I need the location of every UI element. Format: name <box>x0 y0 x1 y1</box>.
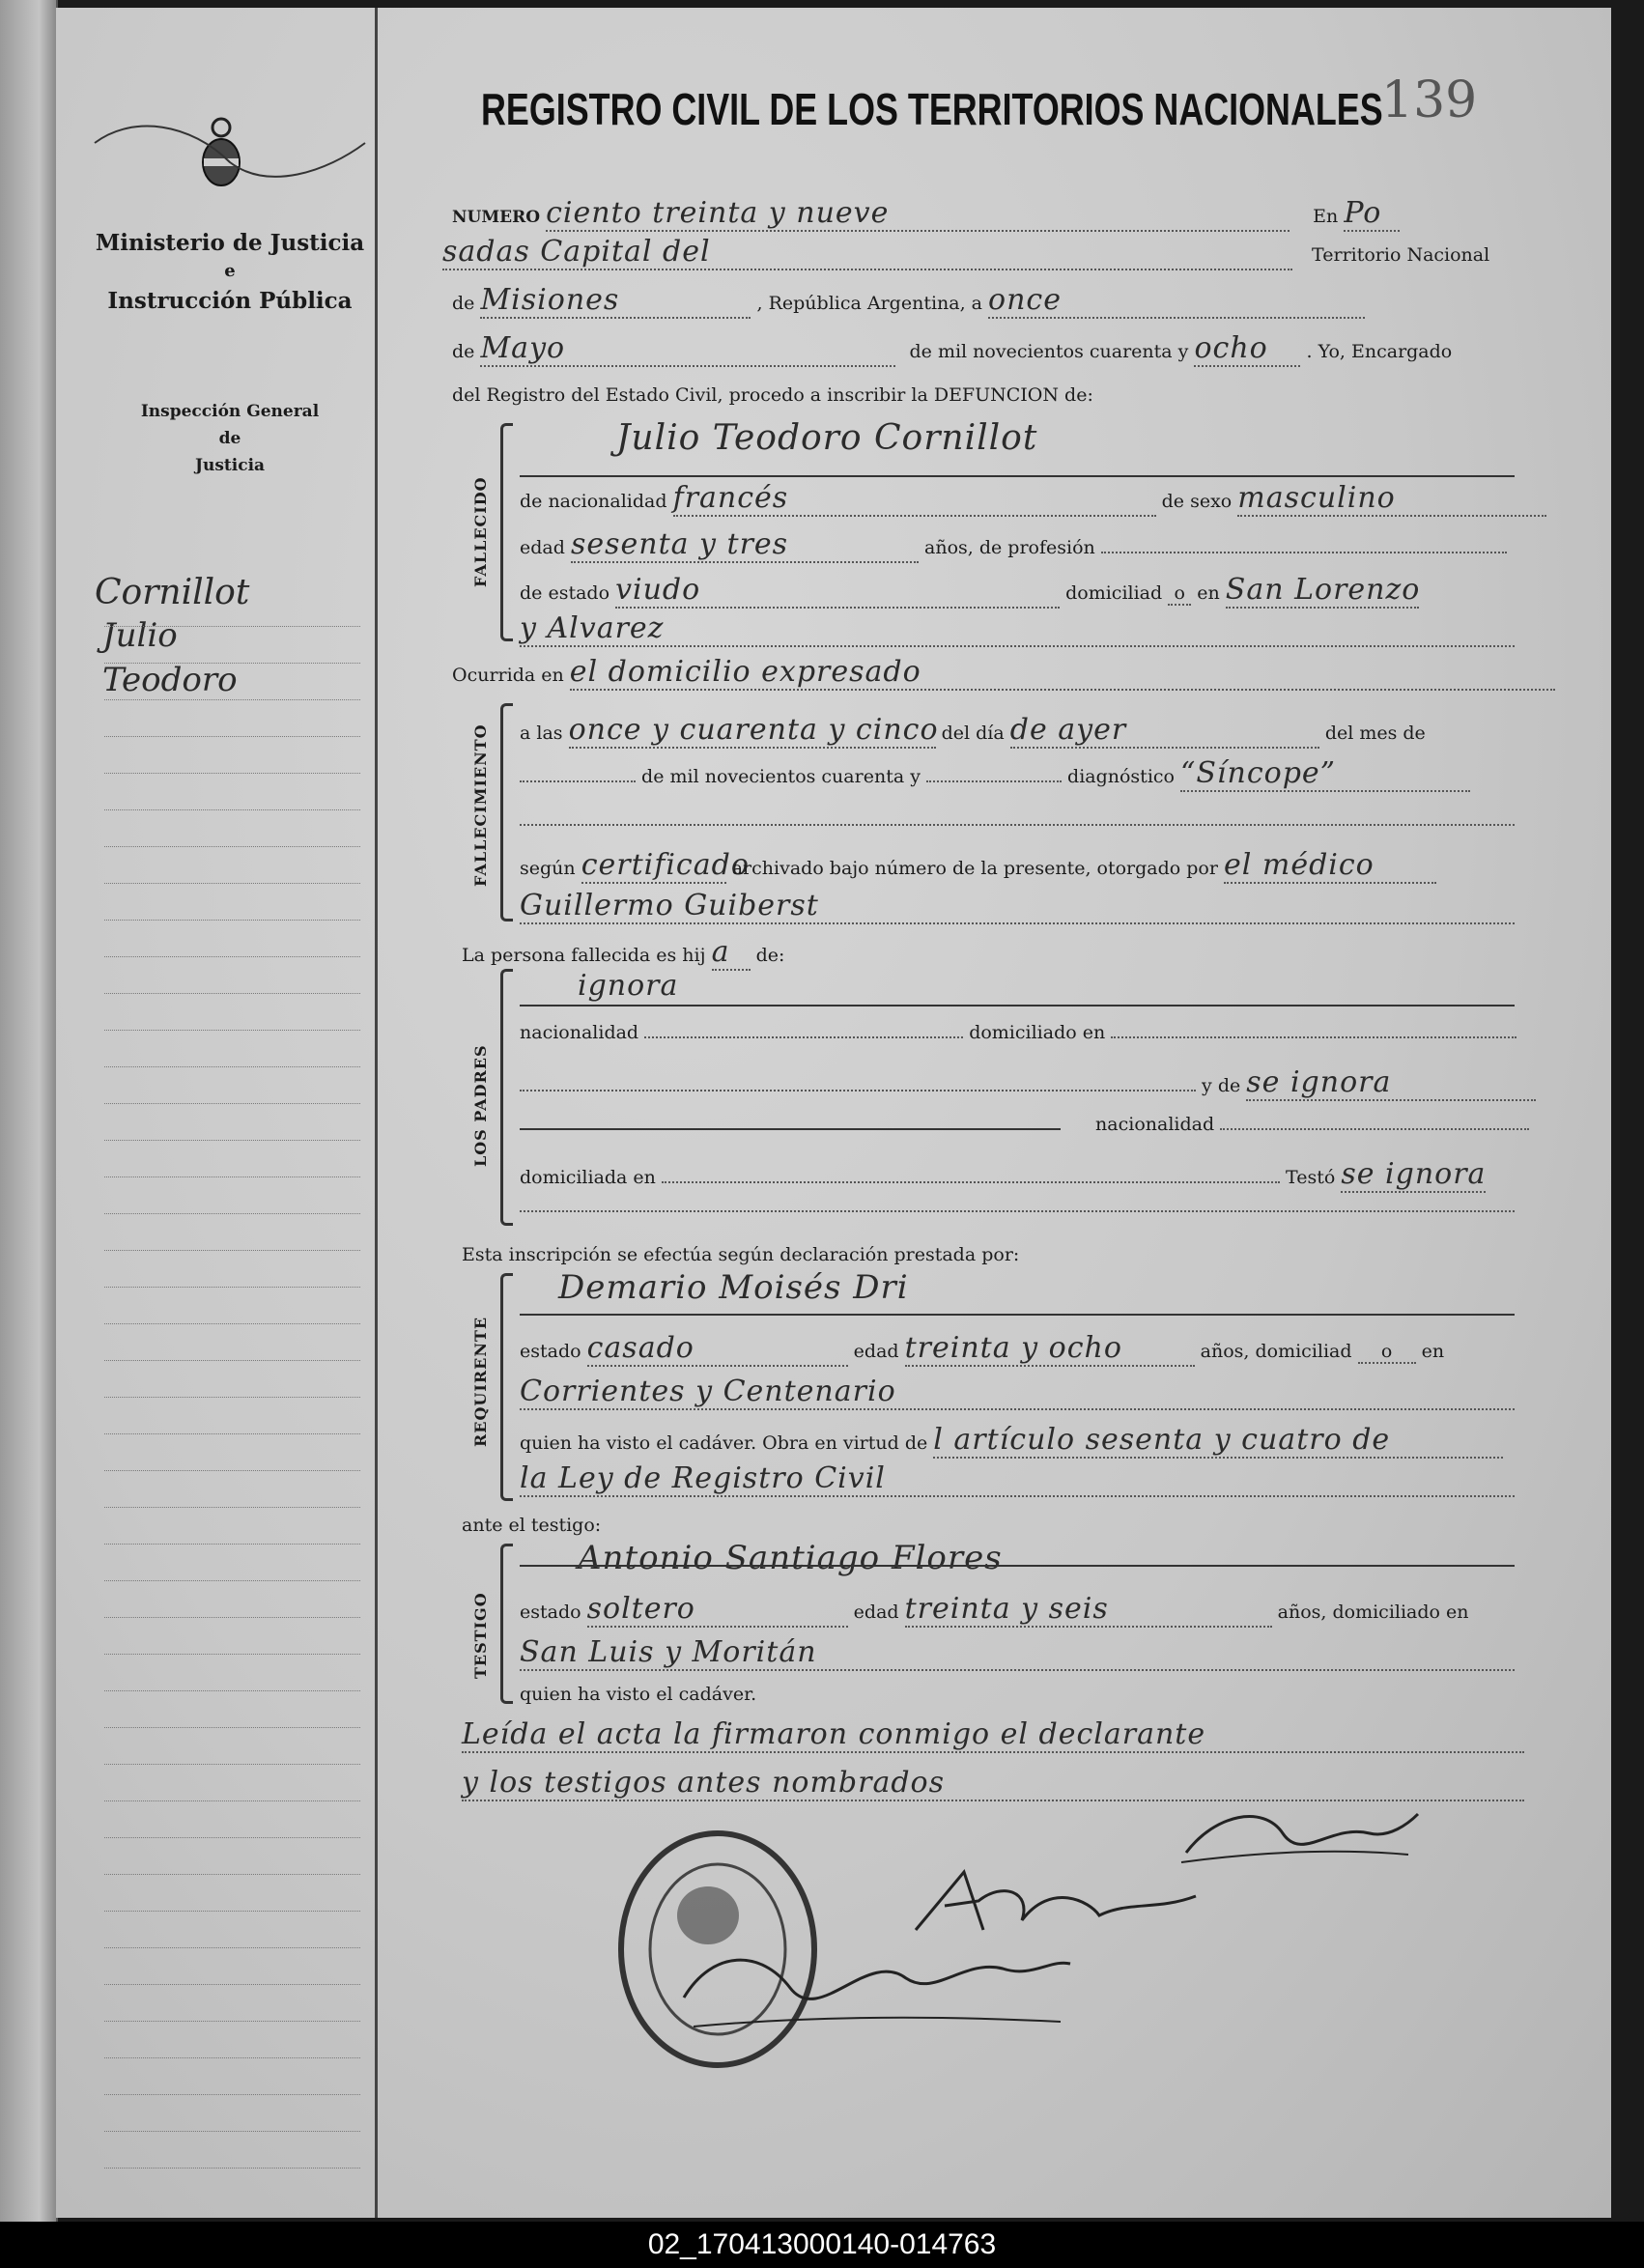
inspection-line-2: Justicia <box>194 456 266 475</box>
padre-row <box>520 969 678 1003</box>
fallecido-name: Julio Teodoro Cornillot <box>616 418 1038 458</box>
registro-row: del Registro del Estado Civil, procedo a inscribir la DEFUNCION de: <box>452 384 1093 406</box>
certificado-row: según certificado archivado bajo número de la presente, otorgado por el médico <box>520 848 1436 884</box>
sexo-value: masculino <box>1237 481 1396 515</box>
diagnostico-row: de mil novecientos cuarenta y diagnóstico “Síncope” <box>520 756 1470 792</box>
ministry-name: Ministerio de Justicia <box>95 230 365 256</box>
margin-rule-line <box>104 809 360 810</box>
anio-value: ocho <box>1194 331 1268 365</box>
numero-row: NUMERO ciento treinta y nueve En Po <box>452 196 1400 232</box>
domicilio-value-2: y Alvarez <box>520 611 665 645</box>
cierre-line-2: y los testigos antes nombrados <box>462 1766 1524 1801</box>
requirente-edad: treinta y ocho <box>904 1331 1122 1365</box>
margin-rule-line <box>104 1911 360 1912</box>
margin-rule-line <box>104 1103 360 1104</box>
margin-rule-line <box>104 1470 360 1471</box>
margin-rule-line <box>104 1397 360 1398</box>
margin-rule-line <box>104 2057 360 2058</box>
requirente-visto-row: quien ha visto el cadáver. Obra en virtud de l artículo sesenta y cuatro de <box>520 1423 1503 1459</box>
territorio-value: Misiones <box>480 283 620 317</box>
margin-rule-line <box>104 1800 360 1801</box>
fallecimiento-bracket <box>500 703 513 921</box>
margin-rule-line <box>104 699 360 700</box>
edad-row: edad sesenta y tres años, de profesión <box>520 527 1507 563</box>
margin-rule-line <box>104 736 360 737</box>
margin-rule-line <box>104 2021 360 2022</box>
certificado-value: certificado <box>581 848 750 882</box>
margin-rule-line <box>104 1617 360 1618</box>
padre-value: ignora <box>578 969 679 1003</box>
hora-value: once y cuarenta y cinco <box>568 713 939 747</box>
margin-rule-line <box>104 883 360 884</box>
margin-rule-line <box>104 1874 360 1875</box>
testigo-domicilio: San Luis y Moritán <box>520 1635 817 1669</box>
signature-registrar <box>674 1940 1080 2046</box>
madre-nacionalidad-row: nacionalidad <box>520 1114 1529 1135</box>
left-margin <box>56 8 378 2218</box>
margin-rule-line <box>104 1690 360 1691</box>
requirente-ley-row <box>520 1461 1515 1497</box>
testigo-bracket <box>500 1544 513 1704</box>
requirente-estado-row: estado casado edad treinta y ocho años, domiciliad o en <box>520 1331 1445 1365</box>
requirente-estado: casado <box>586 1331 694 1365</box>
testigo-estado: soltero <box>586 1592 695 1626</box>
section-testigo: TESTIGO <box>471 1592 490 1679</box>
requirente-name-row <box>520 1268 909 1307</box>
requirente-domicilio-row <box>520 1375 1515 1410</box>
fallecido-name-row <box>520 418 1037 458</box>
madre-value: se ignora <box>1246 1065 1392 1099</box>
inspection-de: de <box>218 429 241 448</box>
margin-rule-line <box>104 1947 360 1948</box>
margin-rule-line <box>104 2094 360 2095</box>
fallecimiento-blank-row <box>520 809 1515 831</box>
margin-rule-line <box>104 2131 360 2132</box>
fecha-row: de Mayo de mil novecientos cuarenta y ocho . Yo, Encargado <box>452 331 1453 365</box>
inspection-line-1: Inspección General <box>140 402 320 421</box>
margin-stamp-flourish <box>75 104 384 220</box>
signature-flores <box>906 1862 1215 1949</box>
testo-row: domiciliada en Testó se ignora <box>520 1157 1487 1191</box>
margin-rule-line <box>104 1727 360 1728</box>
margin-first-name: Julio <box>102 616 178 655</box>
margin-rule-line <box>104 1433 360 1434</box>
margin-rule-line <box>104 1764 360 1765</box>
margin-rule-line <box>104 773 360 774</box>
edad-value: sesenta y tres <box>570 527 789 561</box>
margin-rule-line <box>104 1654 360 1655</box>
ocurrida-row: Ocurrida en el domicilio expresado <box>452 655 1555 691</box>
dia-value: once <box>988 283 1062 317</box>
virtud-value-1: l artículo sesenta y cuatro de <box>933 1423 1391 1457</box>
ocurrida-value: el domicilio expresado <box>569 655 921 689</box>
margin-rule-line <box>104 1984 360 1985</box>
ministry-name-2: Instrucción Pública <box>107 288 353 314</box>
en-value-1: Po <box>1344 196 1382 230</box>
margin-rule-line <box>104 1287 360 1288</box>
virtud-value-2: la Ley de Registro Civil <box>520 1461 886 1495</box>
margin-surname: Cornillot <box>95 573 250 612</box>
margin-rule-line <box>104 1580 360 1581</box>
padres-blank-row <box>520 1196 1515 1217</box>
padres-intro-row: La persona fallecida es hij a de: <box>462 935 785 969</box>
testigo-name-row <box>520 1539 1003 1577</box>
margin-rule-line <box>104 1544 360 1545</box>
fallecido-bracket <box>500 423 513 641</box>
requirente-domicilio: Corrientes y Centenario <box>520 1375 896 1408</box>
mes-value: Mayo <box>480 331 566 365</box>
margin-rule-line <box>104 1030 360 1031</box>
margin-rule-line <box>104 1066 360 1067</box>
fallecimiento-dia: de ayer <box>1009 713 1127 747</box>
margin-rule-line <box>104 1837 360 1838</box>
otorgado-value: el médico <box>1223 848 1375 882</box>
en-value-2: sadas Capital del <box>442 235 711 269</box>
section-fallecimiento: FALLECIMIENTO <box>471 723 490 887</box>
previous-page-edge <box>0 0 58 2222</box>
margin-rule-line <box>104 956 360 957</box>
padre-nacionalidad-row: nacionalidad domiciliado en <box>520 1022 1516 1043</box>
margin-rule-line <box>104 1323 360 1324</box>
margin-rule-line <box>104 1250 360 1251</box>
testigo-estado-row: estado soltero edad treinta y seis años, domiciliado en <box>520 1592 1469 1626</box>
testigo-visto-row: quien ha visto el cadáver. <box>520 1684 757 1705</box>
margin-rule-line <box>104 1507 360 1508</box>
section-fallecido: FALLECIDO <box>471 476 490 587</box>
estado-value: viudo <box>615 573 701 607</box>
madre-row: y de se ignora <box>520 1065 1536 1101</box>
numero-value: ciento treinta y nueve <box>546 196 890 230</box>
margin-rule-line <box>104 993 360 994</box>
testigo-name: Antonio Santiago Flores <box>578 1539 1003 1577</box>
margin-rule-line <box>104 1140 360 1141</box>
death-certificate-form <box>375 8 1621 2218</box>
domicilio-row-2 <box>520 611 1515 647</box>
testo-value: se ignora <box>1341 1157 1487 1191</box>
requirente-bracket <box>500 1273 513 1501</box>
margin-rule-line <box>104 846 360 847</box>
capital-row: sadas Capital del Territorio Nacional <box>442 235 1490 269</box>
margin-rule-line <box>104 920 360 921</box>
margin-rule-line <box>104 1213 360 1214</box>
territorio-row: de Misiones , República Argentina, a once <box>452 283 1365 319</box>
margin-rule-line <box>104 2168 360 2169</box>
margin-rule-line <box>104 1360 360 1361</box>
padres-bracket <box>500 969 513 1226</box>
image-caption: 02_170413000140-014763 <box>0 2222 1644 2268</box>
domicilio-value-1: San Lorenzo <box>1225 573 1421 607</box>
testigo-domicilio-row <box>520 1635 1515 1671</box>
register-sheet <box>56 8 1611 2218</box>
folio-number: 139 <box>1381 71 1478 129</box>
requirente-intro: Esta inscripción se efectúa según declaración prestada por: <box>462 1244 1020 1265</box>
cierre-line-1: Leída el acta la firmaron conmigo el declarante <box>462 1717 1524 1753</box>
nacionalidad-row: de nacionalidad francés de sexo masculino <box>520 481 1546 517</box>
document-title: REGISTRO CIVIL DE LOS TERRITORIOS NACIONALES <box>481 84 1383 134</box>
ministry-conjunction: e <box>224 261 236 281</box>
testigo-intro: ante el testigo: <box>462 1515 602 1536</box>
medico-row <box>520 889 1515 924</box>
diagnostico-value: “Síncope” <box>1180 756 1336 790</box>
nacionalidad-value: francés <box>672 481 789 515</box>
section-padres: LOS PADRES <box>471 1044 490 1167</box>
requirente-name: Demario Moisés Dri <box>558 1268 909 1307</box>
medico-value: Guillermo Guiberst <box>520 889 819 922</box>
hora-row: a las once y cuarenta y cinco del día de ayer del mes de <box>520 713 1426 747</box>
testigo-edad: treinta y seis <box>904 1592 1109 1626</box>
estado-row: de estado viudo domiciliad o en San Lorenzo <box>520 573 1421 607</box>
margin-rule-line <box>104 663 360 664</box>
section-requirente: REQUIRENTE <box>471 1316 490 1447</box>
margin-middle-name: Teodoro <box>102 661 238 699</box>
margin-rule-line <box>104 626 360 627</box>
